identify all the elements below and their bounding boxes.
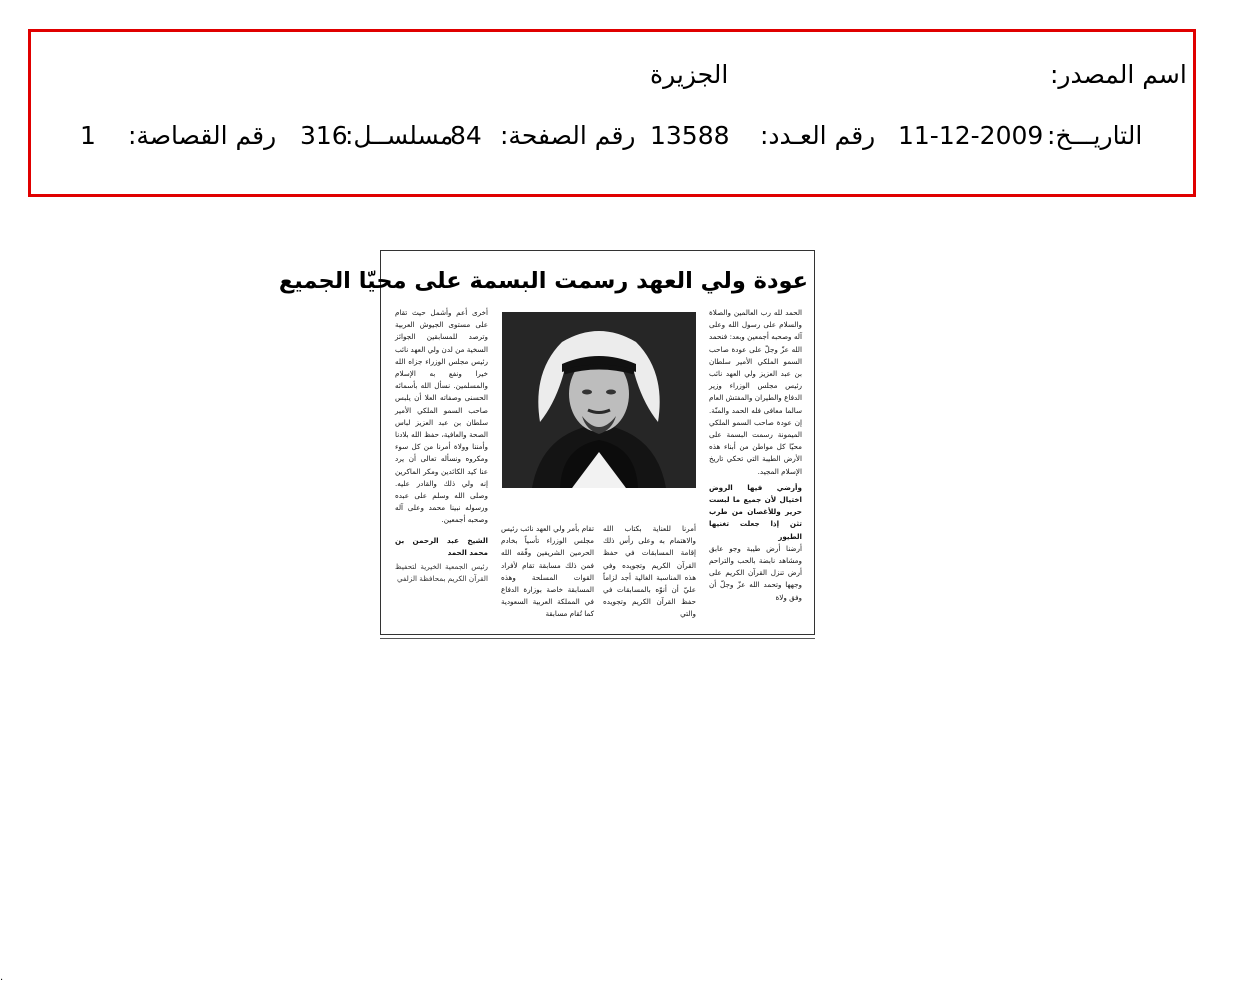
clipping-info-box [28, 29, 1196, 197]
issue-value: 13588 [650, 121, 730, 150]
column-1-subheading: وأرضي فيها الروض اختيال لأن جميع ما لبست حرير وللأغصان من طرب تثن إذا جعلت تغنيها الطيور [709, 482, 802, 541]
column-4-body: أخرى أعم وأشمل حيث تقام على مستوى الجيوش العربية وترصد للمسابقين الجوائز السخية من لدن ولي العهد نائب رئيس مجلس الوزراء جزاه الله خيرا ونفع به الإسلام والمسلمين. نسأل الله بأسمائه الحسنى وصفاته العلا أن يلبس صاحب السمو الملكي الأمير سلطان بن عبد العزيز لباس الصحة والعافية، حفظ الله بلادنا وأمننا وولاة أمرنا من كل سوء ومكروه ونسأله تعالى أن يرد عنا كيد الكائدين ومكر الماكرين إنه ولي ذلك والقادر عليه. وصلى الله وسلم على عبده ورسوله نبينا محمد وعلى آله وصحبه أجمعين. [395, 308, 488, 525]
column-1-tail: أرضنا أرض طيبة وجو عابق ومشاهد نابضة بالحب والتراحم أرض تنزل القرآن الكريم على وجهها وتحمد الله عزّ وجلّ أن وفق ولاة [709, 543, 802, 602]
article-column-2 [603, 523, 696, 627]
portrait-photo [502, 312, 696, 488]
issue-label: رقم العـدد: [760, 121, 876, 150]
date-value: 11-12-2009 [898, 121, 1044, 150]
column-1-body: الحمد لله رب العالمين والصلاة والسلام على رسول الله وعلى آله وصحبه أجمعين وبعد: فنحمد الله عزّ وجلّ على عودة صاحب السمو الملكي الأمير سلطان بن عبد العزيز ولي العهد نائب رئيس مجلس الوزراء وزير الدفاع والطيران والمفتش العام سالما معافى فله الحمد والمنّة. إن عودة صاحب السمو الملكي الميمونة رسمت البسمة على محيّا كل مواطن من أبناء هذه الأرض الطيبة التي تحكي تاريخ الإسلام المجيد. [709, 308, 802, 476]
article-headline: عودة ولي العهد رسمت البسمة على محيّا الجميع [278, 268, 808, 294]
clip-value: 1 [80, 121, 96, 150]
article-column-1 [709, 307, 802, 625]
page-label: رقم الصفحة: [500, 121, 636, 150]
serial-label: مسلســل: [345, 121, 454, 150]
column-2-body: أمرنا للعناية بكتاب الله والاهتمام به وعلى رأس ذلك إقامة المسابقات في حفظ القرآن الكريم وتجويده وفي هذه المناسبة الغالية أجد لزاماً عليّ أن أنوّه بالمسابقات في حفظ القرآن الكريم وتجويده والتي [603, 524, 696, 619]
article-column-3 [501, 523, 594, 627]
source-value: الجزيرة [650, 60, 729, 89]
newspaper-clipping [278, 250, 815, 635]
page-value: 84 [450, 121, 482, 150]
article-column-4 [395, 307, 488, 625]
clip-label: رقم القصاصة: [128, 121, 277, 150]
portrait-illustration [502, 312, 696, 488]
column-3-body: تقام بأمر ولي العهد نائب رئيس مجلس الوزراء تأسياً بخادم الحرمين الشريفين وفّقه الله فمن ذلك مسابقة تقام لأفراد القوات المسلحة وهذه المسابقة خاصة بوزارة الدفاع في المملكة العربية السعودية كما تُقام مسابقة [501, 524, 594, 619]
author-signature: الشيخ عبد الرحمن بن محمد الحمد [395, 535, 488, 557]
author-title: رئيس الجمعية الخيرية لتحفيظ القرآن الكريم بمحافظة الزلفي [395, 562, 488, 584]
clipping-bottom-rule [380, 638, 815, 639]
source-label: اسم المصدر: [1050, 60, 1187, 89]
serial-value: 316 [300, 121, 348, 150]
date-label: التاريـــخ: [1047, 121, 1143, 150]
corner-mark: . [0, 972, 4, 983]
